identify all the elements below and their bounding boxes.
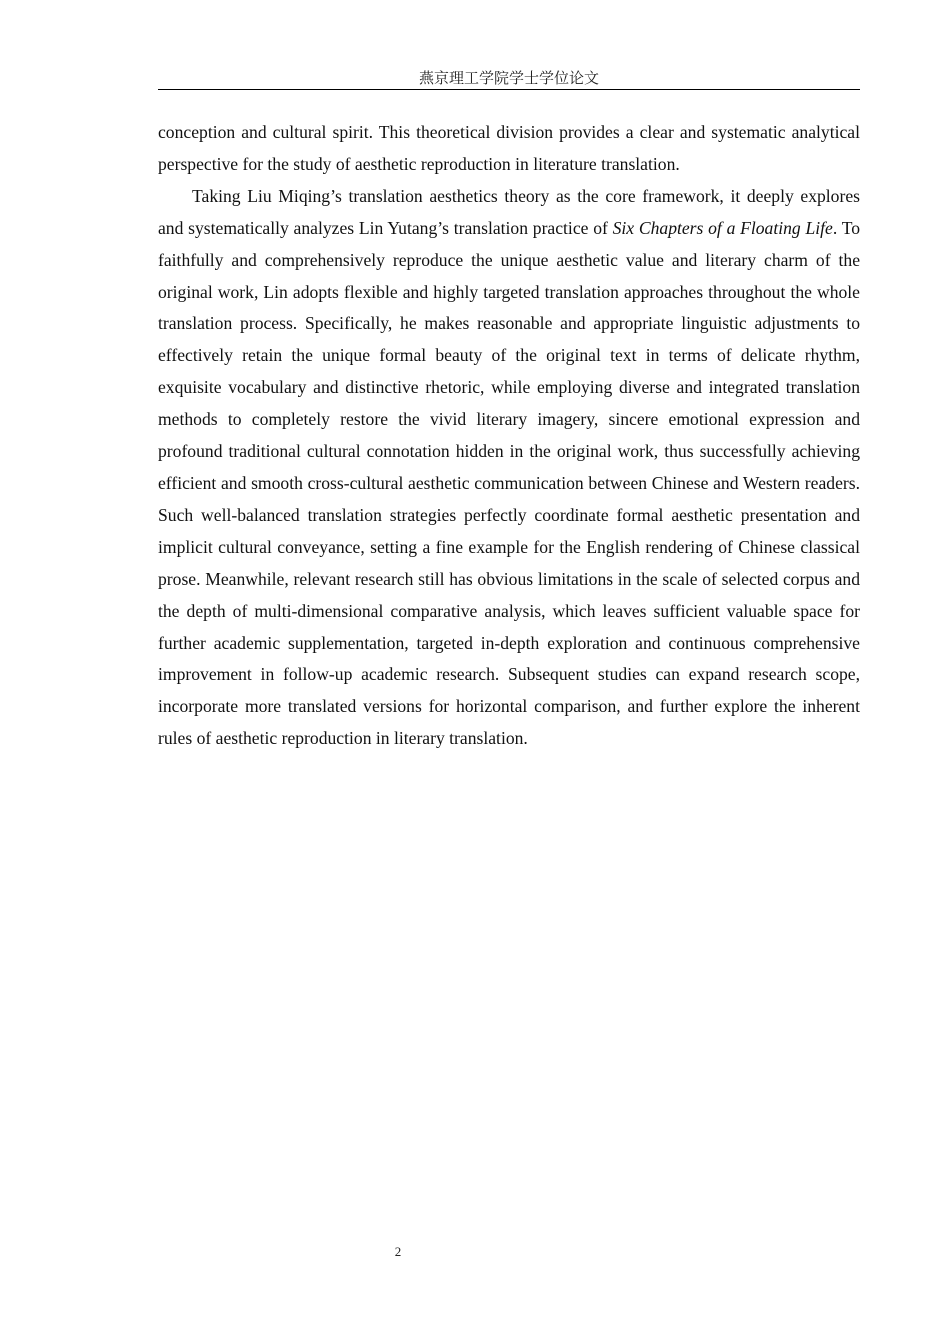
paragraph-continuation [158,117,860,181]
body-text [158,117,860,755]
paragraph-1-text: conception and cultural spirit. This theoretical division provides a clear and systematic analytical perspective for the study of aesthetic reproduction in literature translation. [158,122,860,174]
page-header [158,68,860,90]
header-title: 燕京理工学院学士学位论文 [418,69,599,87]
book-title: Six Chapters of a Floating Life [612,217,833,238]
paragraph-main [158,181,860,755]
page-number: 2 [394,1244,402,1259]
paragraph-2-text-start: Taking Liu Miqing’s translation aesthetics theory as the core framework, it deeply explores and systematically analyzes Lin Yutang’s translation practice of [158,185,860,238]
paragraph-2-text-end: . To faithfully and comprehensively reproduce the unique aesthetic value and literary charm of the original work, Lin adopts flexible and highly targeted translation approaches throughout the whole translation process. Specifically, he makes reasonable and appropriate linguistic adjustments to effectively retain the unique formal beauty of the original text in terms of delicate rhythm, exquisite vocabulary and distinctive rhetoric, while employing diverse and integrated translation methods to completely restore the vivid literary imagery, sincere emotional expression and profound traditional cultural connotation hidden in the original work, thus successfully achieving efficient and smooth cross-cultural aesthetic communication between Chinese and Western readers. Such well-balanced translation strategies perfectly coordinate formal aesthetic presentation and implicit cultural conveyance, setting a fine example for the English rendering of Chinese classical prose. Meanwhile, relevant research still has obvious limitations in the scale of selected corpus and the depth of multi-dimensional comparative analysis, which leaves sufficient valuable space for further academic supplementation, targeted in-depth exploration and continuous comprehensive improvement in follow-up academic research. Subsequent studies can expand research scope, incorporate more translated versions for horizontal comparison, and further explore the inherent rules of aesthetic reproduction in literary translation. [158,217,861,749]
